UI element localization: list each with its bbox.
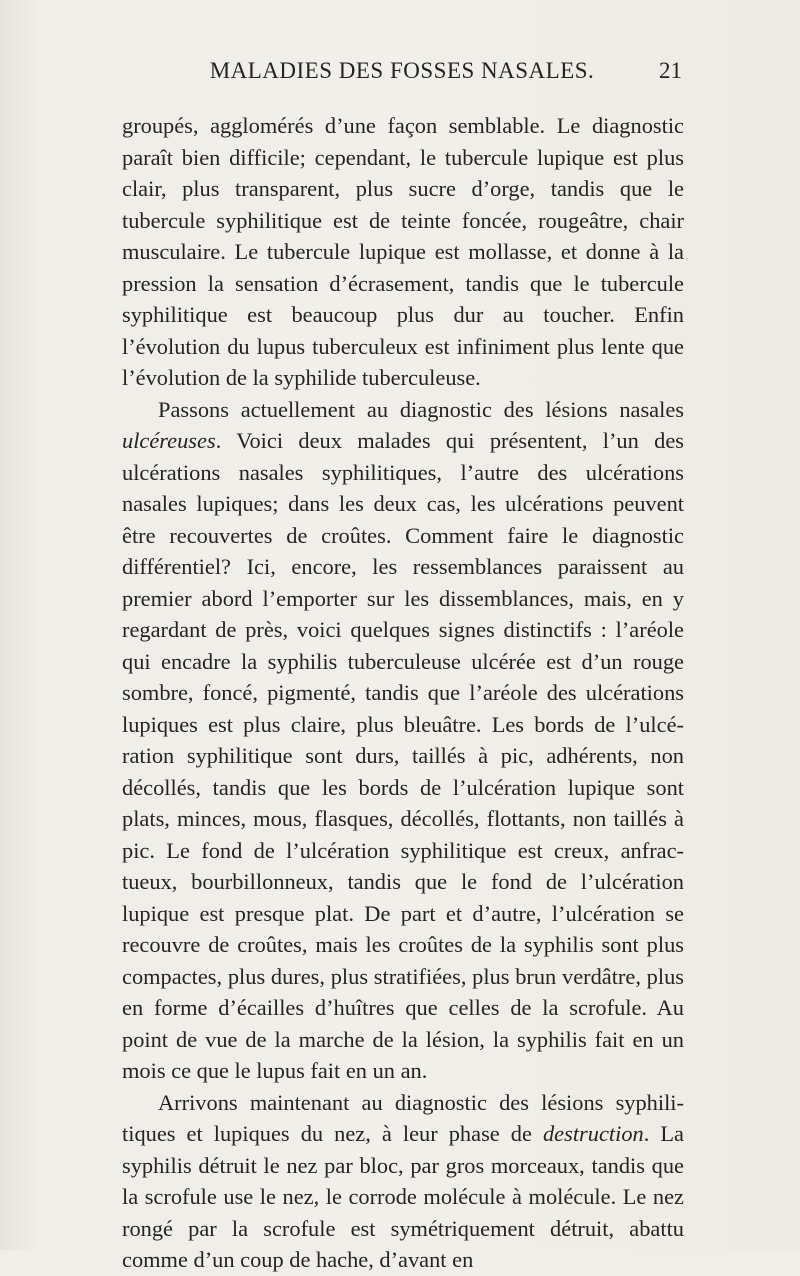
italic-term-ulcereuses: ulcéreuses xyxy=(122,428,216,453)
paragraph-text: . La syphilis détruit le nez par bloc, par gros morceaux, tandis que la scrofule use le nez, le corrode molécule à molécule. Le nez rongé par la scrofule est symétriquement détruit, abattu comme d’un coup de hache, d’avant en xyxy=(122,1121,684,1272)
paragraph-text: . Voici deux malades qui présentent, l’un des ulcérations nasales syphilitiques, l’autre des ulcérations nasales lupiques; dans les deux cas, les ulcérations peuvent être recouvertes de croûtes. Comment faire le diagnostic différentiel? Ici, encore, les ressemblances paraissent au premier abord l’emporter sur les dissemblances, mais, en y regardant de près, voici quelques signes distinctifs : l’aréole qui encadre la syphilis tuberculeuse ulcérée est d’un rouge sombre, foncé, pigmenté, tandis que l’aréole des ulcérations lupiques est plus claire, plus bleuâtre. Les bords de l’ulcération syphilitique sont durs, taillés à pic, adhérents, non décollés, tandis que les bords de l’ulcération lupique sont plats, minces, mous, flasques, décollés, flottants, non taillés à pic. Le fond de l’ulcération syphilitique est creux, anfractueux, bourbillonneux, tandis que le fond de l’ulcération lupique est presque plat. De part et d’autre, l’ulcération se recouvre de croûtes, mais les croûtes de la syphilis sont plus compactes, plus dures, plus stratifiées, plus brun verdâtre, plus en forme d’écailles d’huîtres que celles de la scrofule. Au point de vue de la marche de la lésion, la syphilis fait en un mois ce que le lupus fait en un an. xyxy=(122,428,684,1083)
page-number: 21 xyxy=(659,58,682,83)
paragraph-destruction-phase xyxy=(122,1087,684,1276)
running-title: MALADIES DES FOSSES NASALES. xyxy=(209,58,595,83)
paragraph-tubercule-diagnosis xyxy=(122,110,684,394)
body-text xyxy=(122,110,684,1276)
paragraph-ulcerous-lesions xyxy=(122,394,684,1087)
paragraph-text: groupés, agglomérés d’une façon semblable. Le diagnostic paraît bien difficile; cependant, le tubercule lupique est plus clair, plus transparent, plus sucre d’orge, tandis que le tubercule syphilitique est de teinte foncée, rougeâtre, chair musculaire. Le tubercule lupique est mollasse, et donne à la pression la sensation d’écrasement, tandis que le tubercule syphilitique est beaucoup plus dur au toucher. Enfin l’évolution du lupus tuberculeux est infiniment plus lente que l’évolution de la syphilide tuberculeuse. xyxy=(122,113,684,390)
italic-term-destruction: destruction xyxy=(542,1121,644,1146)
paragraph-text: Passons actuellement au diagnostic des lésions nasales xyxy=(158,396,684,422)
page-header xyxy=(122,58,682,88)
paragraph-text: Arrivons maintenant au diagnostic des lésions syphilitiques et lupiques du nez, à leur phase de xyxy=(122,1089,684,1146)
